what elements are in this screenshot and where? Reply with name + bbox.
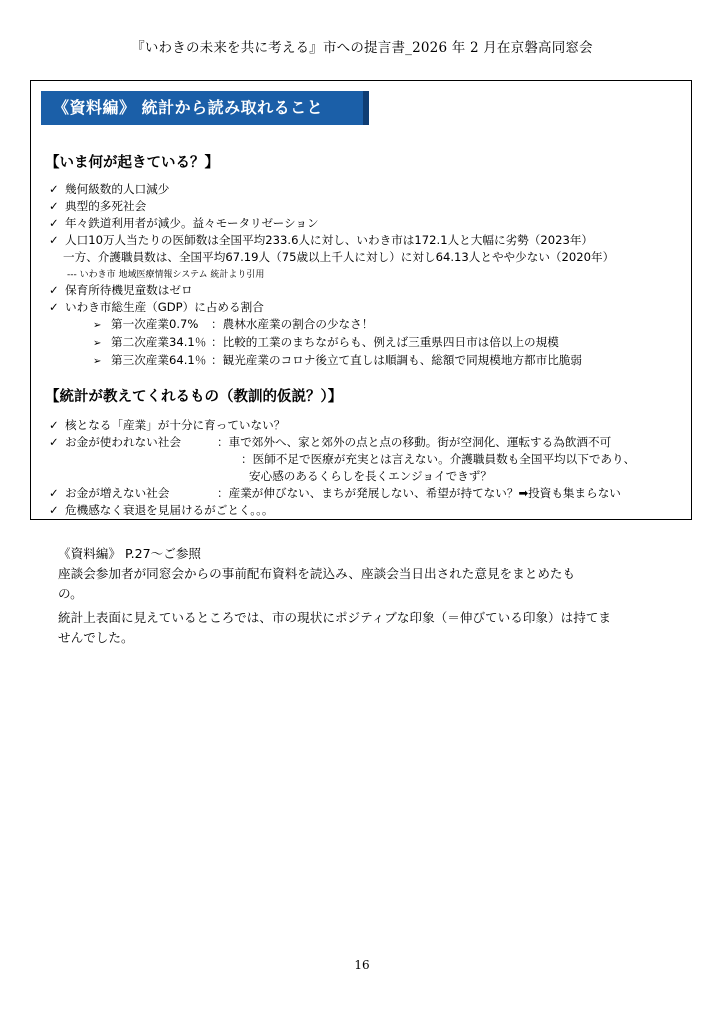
list-item: ✓ お金が増えない社会 ：産業が伸びない、まちが発展しない、希望が持てない？➡投資も集まらない [49,486,621,500]
note-line: 統計上表面に見えているところでは、市の現状にポジティブな印象（＝伸びている印象）は持てま [58,610,611,625]
section-heading-lessons: 【統計が教えてくれるもの（教訓的仮説？）】 [45,389,343,405]
check-icon: ✓ [49,182,59,196]
arrow-bullet-icon: ➢ [93,320,102,331]
page-number: 16 [354,958,370,972]
arrow-bullet-icon: ➢ [93,356,102,367]
gdp-item: ➢ 第二次産業34.1％ ：比較的工業のまちながらも、例えば三重県四日市は倍以上の規模 [93,334,559,352]
check-icon: ✓ [49,418,59,432]
list-item: ✓ 保育所待機児童数はゼロ [49,283,193,297]
note-line: せんでした。 [58,630,134,645]
list-item: ✓ 核となる「産業」が十分に育っていない？ [49,418,286,432]
source-note: --- いわき市 地域医療情報システム 統計より引用 [67,270,265,280]
list-item: ✓ 人口10万人当たりの医師数は全国平均233.6人に対し、いわき市は172.1人と大幅に劣勢（2023年） [49,233,594,247]
gdp-item: ➢ 第三次産業64.1％ ：観光産業のコロナ後立て直しは順調も、総額で同規模地方都市比脆弱 [93,352,582,370]
list-item: ✓ 幾何級数的人口減少 [49,182,170,196]
list-item: ✓ いわき市総生産（GDP）に占める割合 [49,300,264,314]
check-icon: ✓ [49,283,59,297]
gdp-item: ➢ 第一次産業0.7% ：農林水産業の割合の少なさ！ [93,316,373,334]
list-item-continuation: 一方、介護職員数は、全国平均67.19人（75歳以上千人に対し）に対し64.13人とやや少ない（2020年） [63,250,615,264]
statistics-box [30,80,692,520]
list-item-continuation: ：医師不足で医療が充実とは言えない。介護職員数も全国平均以下であり、 [241,452,636,466]
list-item: ✓ 年々鉄道利用者が減少。益々モータリゼーション [49,216,319,230]
section-heading-now: 【いま何が起きている？】 [45,155,219,171]
check-icon: ✓ [49,300,59,314]
list-item: ✓ お金が使われない社会 ：車で郊外へ、家と郊外の点と点の移動。街が空洞化、運転する為飲酒不可 [49,435,612,449]
list-item: ✓ 典型的多死社会 [49,199,147,213]
check-icon: ✓ [49,503,59,517]
list-item: ✓ 危機感なく衰退を見届けるがごとく。。。 [49,503,274,517]
note-line: の。 [58,586,83,601]
check-icon: ✓ [49,199,59,213]
check-icon: ✓ [49,233,59,247]
list-item-continuation: 安心感のあるくらしを長くエンジョイできず？ [249,469,492,483]
note-line: 座談会参加者が同窓会からの事前配布資料を読込み、座談会当日出された意見をまとめたも [58,566,576,581]
document-header: 『いわきの未来を共に考える』市への提言書_2026 年 2 月在京磐高同窓会 [131,40,593,56]
reference-note: 《資料編》 P.27～ご参照 [58,546,202,561]
check-icon: ✓ [49,486,59,500]
check-icon: ✓ [49,435,59,449]
arrow-bullet-icon: ➢ [93,338,102,349]
section-banner: 《資料編》 統計から読み取れること [41,91,369,125]
check-icon: ✓ [49,216,59,230]
